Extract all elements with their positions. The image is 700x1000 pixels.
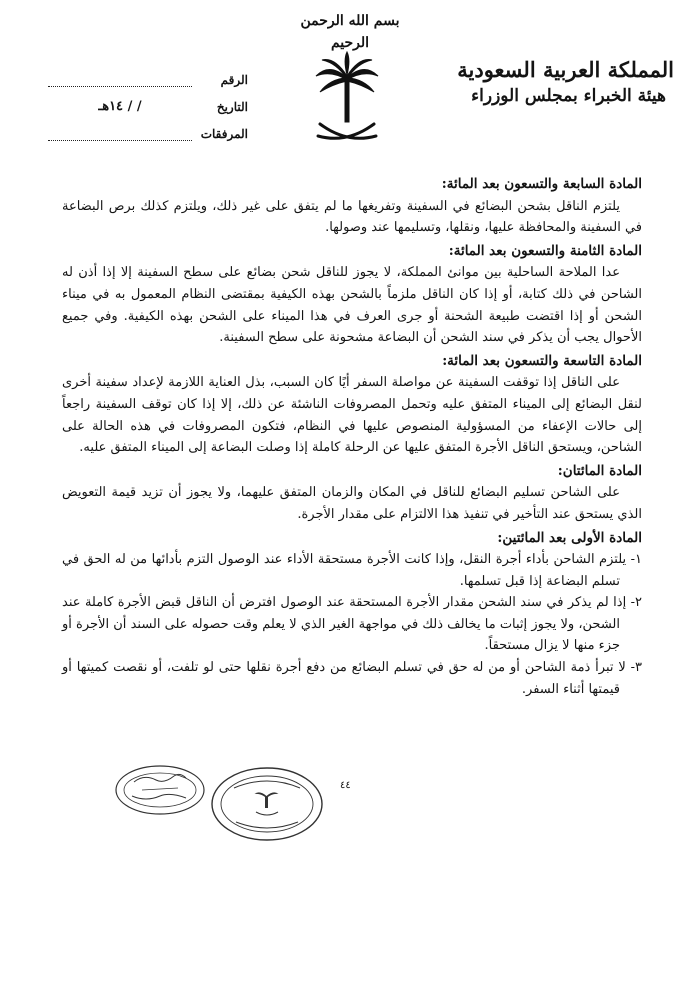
attachments-row: [48, 114, 248, 141]
palm-and-swords-emblem-icon: [312, 48, 382, 148]
reference-block: [48, 60, 248, 141]
attachments-label: المرفقات: [200, 127, 248, 141]
article-200-text: على الشاحن تسليم البضائع للناقل في المكان والزمان المتفق عليهما، ولا يجوز أن تزيد قيمة التعويض الذي يستحق عند التأخير في تنفيذ هذا الالتزام على مقدار الأجرة.: [62, 485, 642, 522]
ref-number-label: الرقم: [220, 73, 248, 87]
stamps-area: [112, 752, 332, 862]
round-official-seal-icon: [212, 768, 322, 840]
basmala: بسم الله الرحمن الرحيم: [300, 13, 400, 51]
document-body: [62, 174, 642, 700]
article-197-text: يلتزم الناقل بشحن البضائع في السفينة وتفريغها ما لم يتفق على غير ذلك، ويلتزم كذلك برص البضاعة في السفينة والمحافظة عليها، ونقلها، وتسليمها عند وصولها.: [62, 198, 642, 236]
page-number: ٤٤: [340, 780, 351, 791]
article-201-item-1: ١- يلتزم الشاحن بأداء أجرة النقل، وإذا كانت الأجرة مستحقة الأداء عند الوصول التزم بأدائها من له الحق في تسلم البضاعة إذا قبل تسلمها.: [62, 552, 642, 589]
date-row: [48, 87, 248, 114]
article-198-title: المادة الثامنة والتسعون بعد المائة:: [448, 242, 642, 259]
article-201-title: المادة الأولى بعد المائتين:: [497, 529, 642, 546]
article-197-title: المادة السابعة والتسعون بعد المائة:: [441, 176, 642, 192]
organization-header: [424, 56, 674, 108]
oval-signature-stamp-icon: [116, 766, 204, 814]
article-199-text: على الناقل إذا توقفت السفينة عن مواصلة السفر أيًا كان السبب، بذل العناية اللازمة لإعداد سفينة أخرى لنقل البضائع إلى الميناء المتفق عليه وتحمل المصروفات الناشئة عن ذلك، إلا إذا كان توقف السفينة راجعاً إلى حالات الإعفاء من المسؤولية المنصوص عليها في النظام، فتكون المصروفات في هذه الحالة على الشاحن، ويستحق الناقل الأجرة المتفق عليها عن الرحلة كاملة إذا وصلت البضاعة إلى الميناء المتفق عليه.: [62, 375, 642, 456]
ref-number-field: [48, 74, 192, 87]
authority-name: هيئة الخبراء بمجلس الوزراء: [471, 86, 666, 106]
article-199-title: المادة التاسعة والتسعون بعد المائة:: [442, 352, 642, 369]
attachments-field: [48, 128, 192, 141]
country-name: المملكة العربية السعودية: [457, 57, 674, 82]
ref-number-row: [48, 60, 248, 87]
date-value: / / ١٤هـ: [98, 99, 142, 114]
article-198-text: عدا الملاحة الساحلية بين موانئ المملكة، لا يجوز للناقل شحن بضائع على سطح السفينة إلا إذا أذن له الشاحن في ذلك كتابة، أو إذا كان الناقل ملزماً بالشحن بهذه الكيفية بمقتضى النظام المعمول به في ميناء الشحن أو إذا اقتضت طبيعة الشحنة أو جرى العرف في هذا الميناء على الشحن بهذه الكيفية. وفي جميع الأحوال يجب أن يذكر في سند الشحن أن البضاعة مشحونة على سطح السفينة.: [62, 265, 642, 346]
article-201-item-2: ٢- إذا لم يذكر في سند الشحن مقدار الأجرة المستحقة عند الوصول افترض أن الناقل قبض الأجرة كاملة عند الشحن، ولا يجوز إثبات ما يخالف ذلك في مواجهة الغير الذي لا يعلم وقت حصوله على السند أن الأجرة أو جزء منها لا يزال مستحقاً.: [62, 595, 642, 654]
article-201-item-3: ٣- لا تبرأ ذمة الشاحن أو من له حق في تسلم البضائع من دفع أجرة نقلها حتى لو تلفت، أو نقصت كميتها أو قيمتها أثناء السفر.: [62, 660, 642, 697]
date-field: [48, 99, 192, 114]
article-200-title: المادة المائتان:: [557, 462, 642, 479]
date-label: التاريخ: [216, 100, 248, 114]
